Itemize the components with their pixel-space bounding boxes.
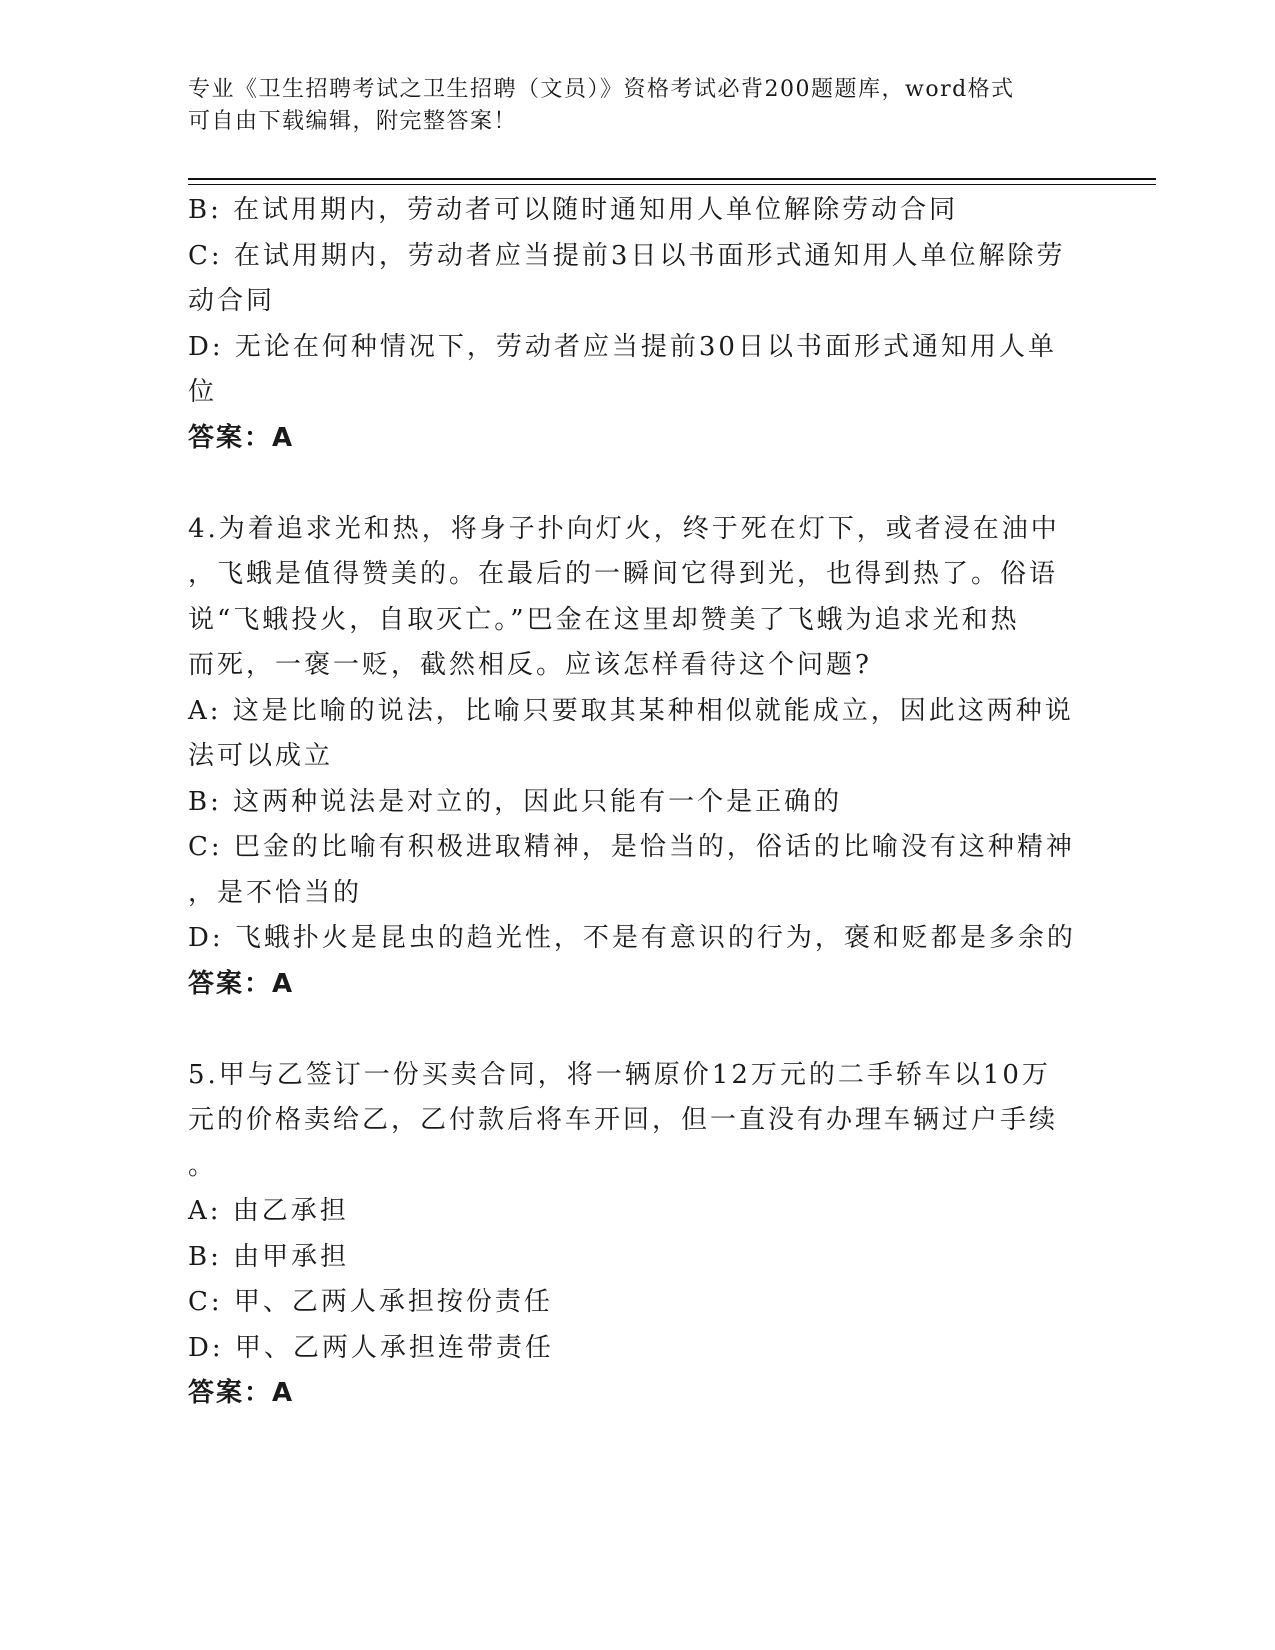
question-4 (188, 507, 1078, 1008)
q4-option-a-line1: A: 这是比喻的说法，比喻只要取其某种相似就能成立，因此这两种说 (188, 695, 1074, 726)
header-divider-thick (188, 178, 1156, 180)
q4-stem-line3: 说“飞蛾投火，自取灭亡。”巴金在这里却赞美了飞蛾为追求光和热 (188, 604, 1020, 635)
q4-option-b: B: 这两种说法是对立的，因此只能有一个是正确的 (188, 786, 843, 817)
q5-stem-line3: 。 (188, 1150, 218, 1181)
spacer (188, 1007, 1078, 1053)
q3-answer: 答案：A (188, 422, 295, 453)
q5-answer: 答案：A (188, 1378, 295, 1408)
header-title-line1: 专业《卫生招聘考试之卫生招聘（文员）》资格考试必背200题题库，word格式 (188, 77, 1015, 102)
spacer (188, 461, 1078, 507)
question-5 (188, 1053, 1078, 1417)
q5-stem-line1: 5.甲与乙签订一份买卖合同，将一辆原价12万元的二手轿车以10万 (188, 1059, 1051, 1090)
q5-option-a: A: 由乙承担 (188, 1196, 349, 1226)
header-divider-thin (188, 184, 1156, 185)
q4-stem-line1: 4.为着追求光和热，将身子扑向灯火，终于死在灯下，或者浸在油中 (188, 513, 1060, 544)
q3-option-d-line2: 位 (188, 377, 218, 407)
q5-option-b: B: 由甲承担 (188, 1241, 350, 1272)
q3-option-d-line1: D: 无论在何种情况下，劳动者应当提前30日以书面形式通知用人单 (188, 331, 1057, 362)
question-3-tail (188, 188, 1078, 461)
q5-option-c: C: 甲、乙两人承担按份责任 (188, 1287, 553, 1317)
q5-stem-line2: 元的价格卖给乙，乙付款后将车开回，但一直没有办理车辆过户手续 (188, 1105, 1059, 1135)
document-header (188, 74, 1068, 138)
q4-stem-line2: ，飞蛾是值得赞美的。在最后的一瞬间它得到光，也得到热了。俗语 (188, 559, 1059, 589)
q4-stem-line4: 而死，一褒一贬，截然相反。应该怎样看待这个问题? (188, 650, 872, 680)
q3-option-b: B: 在试用期内，劳动者可以随时通知用人单位解除劳动合同 (188, 195, 959, 225)
q3-option-c-line2: 动合同 (188, 286, 276, 316)
q4-option-d: D: 飞蛾扑火是昆虫的趋光性，不是有意识的行为，褒和贬都是多余的 (188, 923, 1076, 953)
q4-answer: 答案：A (188, 968, 295, 999)
q4-option-c-line1: C: 巴金的比喻有积极进取精神，是恰当的，俗话的比喻没有这种精神 (188, 832, 1075, 862)
q4-option-c-line2: ，是不恰当的 (188, 877, 363, 908)
q3-option-c-line1: C: 在试用期内，劳动者应当提前3日以书面形式通知用人单位解除劳 (188, 240, 1066, 271)
q5-option-d: D: 甲、乙两人承担连带责任 (188, 1332, 554, 1363)
header-title-line2: 可自由下载编辑，附完整答案！ (188, 109, 518, 134)
document-body (188, 188, 1078, 1417)
q4-option-a-line2: 法可以成立 (188, 741, 334, 771)
